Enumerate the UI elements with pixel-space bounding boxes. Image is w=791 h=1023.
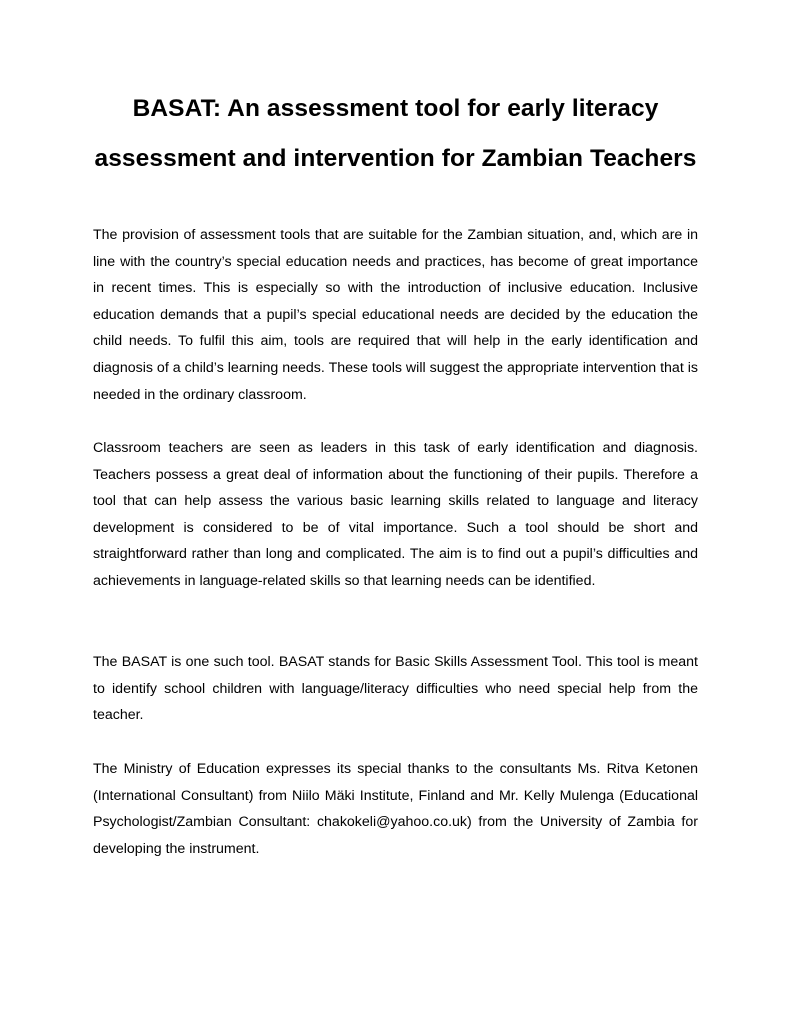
paragraph-provision-of-tools: The provision of assessment tools that are suitable for the Zambian situation, and, which are in line with the country’s special education needs and practices, has become of great importance in recent times. This is especially so with the introduction of inclusive education. Inclusive education demands that a pupil’s special educational needs are decided by the education the child needs. To fulfil this aim, tools are required that will help in the early identification and diagnosis of a child’s learning needs. These tools will suggest the appropriate intervention that is needed in the ordinary classroom. [93, 227, 698, 403]
paragraph-acknowledgements: The Ministry of Education expresses its special thanks to the consultants Ms. Ritva Ketonen (International Consultant) from Niilo Mäki Institute, Finland and Mr. Kelly Mulenga (Educational Psychologist/Zambian Consultant: chakokeli@yahoo.co.uk) from the University of Zambia for developing the instrument. [93, 761, 698, 857]
paragraph-classroom-teachers: Classroom teachers are seen as leaders in this task of early identification and diagnosis. Teachers possess a great deal of information about the functioning of their pupils. Therefore a tool that can help assess the various basic learning skills related to language and literacy development is considered to be of vital importance. Such a tool should be short and straightforward rather than long and complicated. The aim is to find out a pupil’s difficulties and achievements in language-related skills so that learning needs can be identified. [93, 440, 698, 589]
paragraph-basat-definition: The BASAT is one such tool. BASAT stands for Basic Skills Assessment Tool. This tool is meant to identify school children with language/literacy difficulties who need special help from the teacher. [93, 654, 698, 724]
document-title: BASAT: An assessment tool for early literacy assessment and intervention for Zambian Teachers [94, 95, 697, 172]
